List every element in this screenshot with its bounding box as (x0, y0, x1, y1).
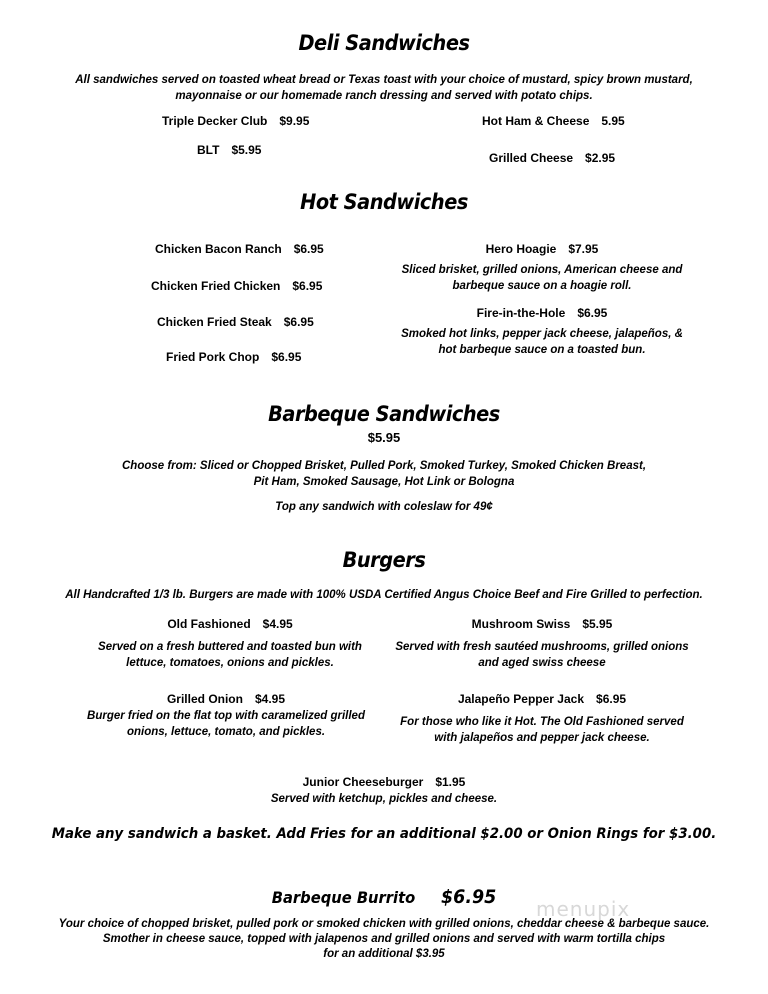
menu-item-chicken-fried-chicken: Chicken Fried Chicken $6.95 (151, 279, 323, 293)
menu-item-grilled-onion: Grilled Onion $4.95 Burger fried on the flat top with caramelized grilled onions, lettuce, tomato, and pickles. (87, 692, 365, 738)
menu-item-grilled-cheese: Grilled Cheese $2.95 (489, 151, 616, 165)
menu-item-triple-decker-club: Triple Decker Club $9.95 (162, 114, 310, 128)
menupix-watermark: menupix (536, 897, 631, 921)
menu-item-old-fashioned: Old Fashioned $4.95 Served on a fresh buttered and toasted bun with lettuce, tomatoes, onions and pickles. (98, 617, 362, 669)
burrito-name: Barbeque Burrito (271, 888, 416, 907)
menu-item-mushroom-swiss: Mushroom Swiss $5.95 Served with fresh sautéed mushrooms, grilled onions and aged swiss cheese (395, 617, 689, 669)
burgers-intro: All Handcrafted 1/3 lb. Burgers are made with 100% USDA Certified Angus Choice Beef and Fire Grilled to perfection. (65, 589, 703, 601)
deli-intro: All sandwiches served on toasted wheat bread or Texas toast with your choice of mustard, spicy brown mustard, mayonnaise or our homemade ranch dressing and served with potato chips. (75, 74, 693, 102)
menu-item-fried-pork-chop: Fried Pork Chop $6.95 (166, 350, 302, 364)
menu-item-fire-in-the-hole: Fire-in-the-Hole $6.95 Smoked hot links, pepper jack cheese, jalapeños, & hot barbeque sauce on a toasted bun. (401, 306, 683, 356)
basket-note: Make any sandwich a basket. Add Fries for an additional $2.00 or Onion Rings for $3.00. (51, 826, 717, 842)
hot-title: Hot Sandwiches (300, 190, 468, 214)
deli-title: Deli Sandwiches (298, 31, 470, 55)
burrito-price: $6.95 (440, 886, 497, 908)
burrito-description: Your choice of chopped brisket, pulled pork or smoked chicken with grilled onions, cheddar cheese & barbeque sauce. Smother in cheese sauce, topped with jalapenos and grilled onions and served with warm tortilla chips for an additional $3.95 (58, 918, 710, 960)
bbq-title: Barbeque Sandwiches (268, 402, 500, 426)
menu-item-chicken-bacon-ranch: Chicken Bacon Ranch $6.95 (155, 242, 324, 256)
burrito-heading (0, 886, 768, 908)
menu-item-junior-cheeseburger: Junior Cheeseburger $1.95 Served with ketchup, pickles and cheese. (270, 775, 498, 805)
menu-item-chicken-fried-steak: Chicken Fried Steak $6.95 (157, 315, 314, 329)
bbq-coleslaw: Top any sandwich with coleslaw for 49¢ (275, 501, 493, 513)
menu-item-hero-hoagie: Hero Hoagie $7.95 Sliced brisket, grilled onions, American cheese and barbeque sauce on a hoagie roll. (401, 242, 683, 292)
burgers-title: Burgers (342, 548, 426, 572)
menu-item-blt: BLT $5.95 (197, 143, 262, 157)
menu-item-jalapeno-pepper-jack: Jalapeño Pepper Jack $6.95 For those who like it Hot. The Old Fashioned served with jalapeños and pepper jack cheese. (400, 692, 684, 744)
bbq-choose: Choose from: Sliced or Chopped Brisket, Pulled Pork, Smoked Turkey, Smoked Chicken Breast, Pit Ham, Smoked Sausage, Hot Link or Bologna (121, 460, 647, 488)
menu-item-hot-ham-cheese: Hot Ham & Cheese 5.95 (482, 114, 625, 128)
bbq-price: $5.95 (367, 430, 401, 445)
